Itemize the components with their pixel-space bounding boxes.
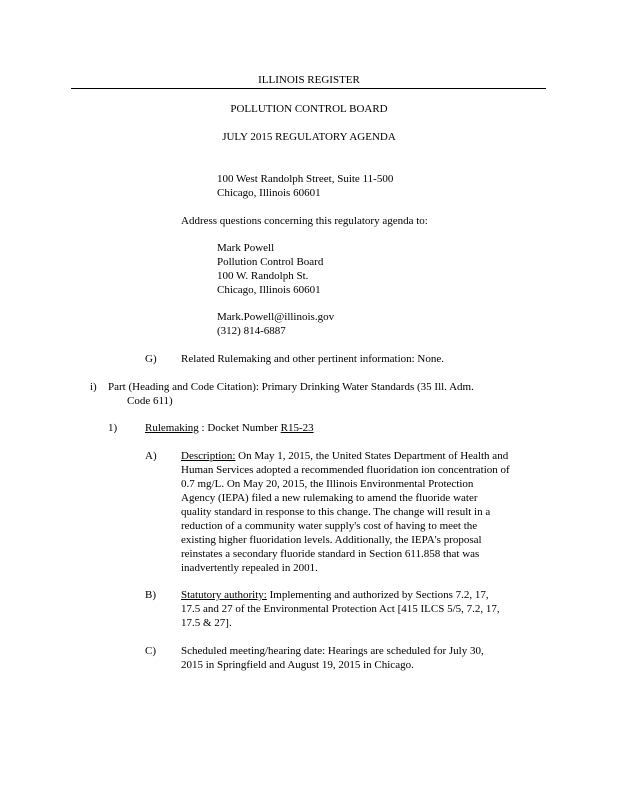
item-g-marker: G) [145, 353, 157, 365]
description-line: 0.7 mg/L. On May 20, 2015, the Illinois Environmental Protection [181, 478, 474, 490]
statutory-line: 17.5 and 27 of the Environmental Protection Act [415 ILCS 5/5, 7.2, 17, [181, 603, 500, 615]
contact-email: Mark.Powell@illinois.gov [217, 311, 335, 323]
agenda-title: JULY 2015 REGULATORY AGENDA [222, 131, 396, 143]
description-line: Agency (IEPA) filed a new rulemaking to amend the fluoride water [181, 492, 478, 504]
rulemaking-line [145, 421, 314, 435]
address-line1: 100 West Randolph Street, Suite 11-500 [217, 173, 394, 185]
part-marker: i) [90, 381, 97, 393]
description-line: reduction of a community water supply's cost of having to meet the [181, 520, 478, 532]
description-line: reinstates a secondary fluoride standard in Section 611.858 that was [181, 548, 480, 560]
contact-name: Mark Powell [217, 242, 275, 254]
item-g-text: Related Rulemaking and other pertinent information: None. [181, 353, 445, 365]
contact-street: 100 W. Randolph St. [217, 270, 309, 282]
description-paragraph [181, 449, 541, 575]
part-heading-line2: Code 611) [127, 395, 173, 407]
item-b-marker: B) [145, 589, 156, 601]
register-title: ILLINOIS REGISTER [258, 74, 360, 86]
hearing-line: Scheduled meeting/hearing date: Hearings are scheduled for July 30, [181, 645, 484, 657]
contact-city: Chicago, Illinois 60601 [217, 284, 321, 296]
item-a-marker: A) [145, 450, 157, 462]
rulemaking-label: Rulemaking [145, 422, 199, 434]
contact-org: Pollution Control Board [217, 256, 324, 268]
questions-intro: Address questions concerning this regulatory agenda to: [181, 215, 428, 227]
hearing-line: 2015 in Springfield and August 19, 2015 in Chicago. [181, 659, 414, 671]
description-line: Human Services adopted a recommended fluoridation ion concentration of [181, 464, 510, 476]
contact-phone: (312) 814-6887 [217, 325, 286, 337]
description-line: inadvertently repealed in 2001. [181, 562, 318, 574]
statutory-paragraph [181, 588, 541, 630]
hearing-paragraph [181, 644, 541, 672]
description-line: Description: On May 1, 2015, the United States Department of Health and [181, 450, 509, 462]
description-line: existing higher fluoridation levels. Additionally, the IEPA's proposal [181, 534, 482, 546]
header-divider [71, 88, 546, 89]
docket-prefix: : Docket Number [201, 422, 278, 434]
address-line2: Chicago, Illinois 60601 [217, 187, 321, 199]
description-line: quality standard in response to this change. The change will result in a [181, 506, 491, 518]
statutory-line: Statutory authority: Implementing and authorized by Sections 7.2, 17, [181, 589, 489, 601]
rulemaking-marker: 1) [108, 422, 118, 434]
description-label: Description: [181, 450, 236, 462]
statutory-label: Statutory authority: [181, 589, 267, 601]
item-c-marker: C) [145, 645, 156, 657]
docket-number: R15-23 [280, 422, 314, 434]
statutory-line: 17.5 & 27]. [181, 617, 232, 629]
part-heading-line1: Part (Heading and Code Citation): Primary Drinking Water Standards (35 Ill. Adm. [108, 381, 474, 393]
board-title: POLLUTION CONTROL BOARD [230, 103, 388, 115]
